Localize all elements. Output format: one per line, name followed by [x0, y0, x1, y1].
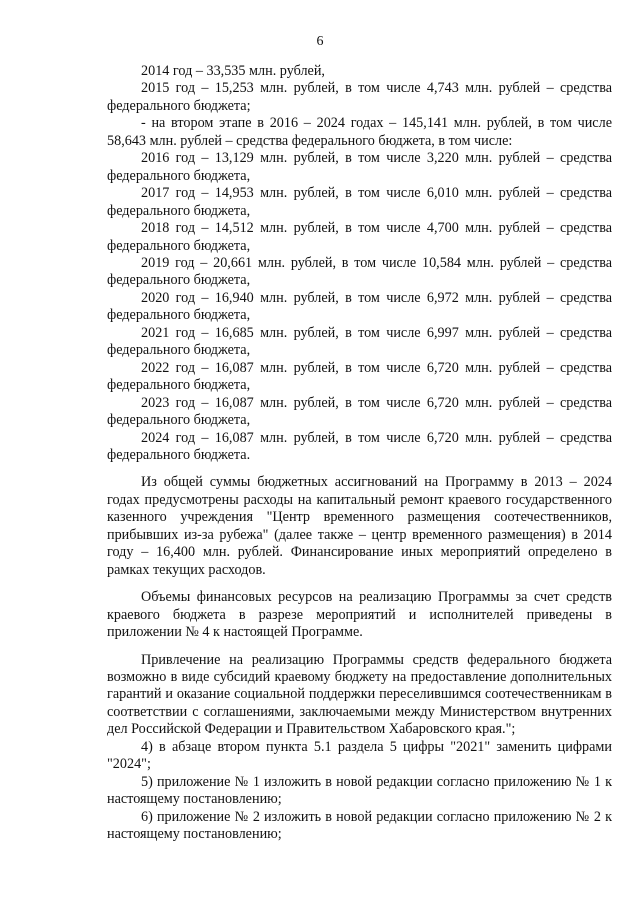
page-number: 6	[316, 34, 324, 49]
paragraph-item-4: 4) в абзаце втором пункта 5.1 раздела 5 цифры "2021" заменить цифрами "2024";	[107, 738, 612, 773]
paragraph-2022: 2022 год – 16,087 млн. рублей, в том числе 6,720 млн. рублей – средства федерального бюджета,	[107, 359, 612, 394]
paragraph-2021: 2021 год – 16,685 млн. рублей, в том числе 6,997 млн. рублей – средства федерального бюджета,	[107, 324, 612, 359]
paragraph-federal-budget: Привлечение на реализацию Программы средств федерального бюджета возможно в виде субсидий краевому бюджету на предоставление дополнительных гарантий и оказание социальной поддержки переселившимся соотечественникам в соответствии с соглашениями, заключаемыми между Министерством внутренних дел Российской Федерации и Правительством Хабаровского края.";	[107, 651, 612, 738]
paragraph-capital-repair: Из общей суммы бюджетных ассигнований на Программу в 2013 – 2024 годах предусмотрены расходы на капитальный ремонт краевого государственного казенного учреждения "Центр временного размещения соотечественников, прибывших из-за рубежа" (далее также – центр временного размещения) в 2014 году – 16,400 млн. рублей. Финансирование иных мероприятий определено в рамках текущих расходов.	[107, 474, 612, 578]
paragraph-2018: 2018 год – 14,512 млн. рублей, в том числе 4,700 млн. рублей – средства федерального бюджета,	[107, 220, 612, 254]
paragraph-2014: 2014 год – 33,535 млн. рублей,	[141, 63, 325, 79]
paragraph-regional-budget: Объемы финансовых ресурсов на реализацию Программы за счет средств краевого бюджета в разрезе мероприятий и исполнителей приведены в приложении № 4 к настоящей Программе.	[107, 589, 612, 641]
paragraph-item-6: 6) приложение № 2 изложить в новой редакции согласно приложению № 2 к настоящему постановлению;	[107, 808, 612, 843]
paragraph-2020: 2020 год – 16,940 млн. рублей, в том числе 6,972 млн. рублей – средства федерального бюджета,	[107, 289, 612, 324]
paragraph-2016: 2016 год – 13,129 млн. рублей, в том числе 3,220 млн. рублей – средства федерального бюджета,	[107, 150, 612, 184]
paragraph-2019: 2019 год – 20,661 млн. рублей, в том числе 10,584 млн. рублей – средства федерального бюджета,	[107, 254, 612, 289]
paragraph-2023: 2023 год – 16,087 млн. рублей, в том числе 6,720 млн. рублей – средства федерального бюджета,	[107, 394, 612, 429]
paragraph-second-stage: - на втором этапе в 2016 – 2024 годах – 145,141 млн. рублей, в том числе 58,643 млн. рублей – средства федерального бюджета, в том числе:	[107, 115, 612, 149]
paragraph-2017: 2017 год – 14,953 млн. рублей, в том числе 6,010 млн. рублей – средства федерального бюджета,	[107, 185, 612, 219]
paragraph-2015: 2015 год – 15,253 млн. рублей, в том числе 4,743 млн. рублей – средства федерального бюджета;	[107, 80, 612, 114]
paragraph-item-5: 5) приложение № 1 изложить в новой редакции согласно приложению № 1 к настоящему постановлению;	[107, 773, 612, 808]
document-body	[107, 63, 612, 843]
paragraph-2024: 2024 год – 16,087 млн. рублей, в том числе 6,720 млн. рублей – средства федерального бюджета.	[107, 429, 612, 463]
